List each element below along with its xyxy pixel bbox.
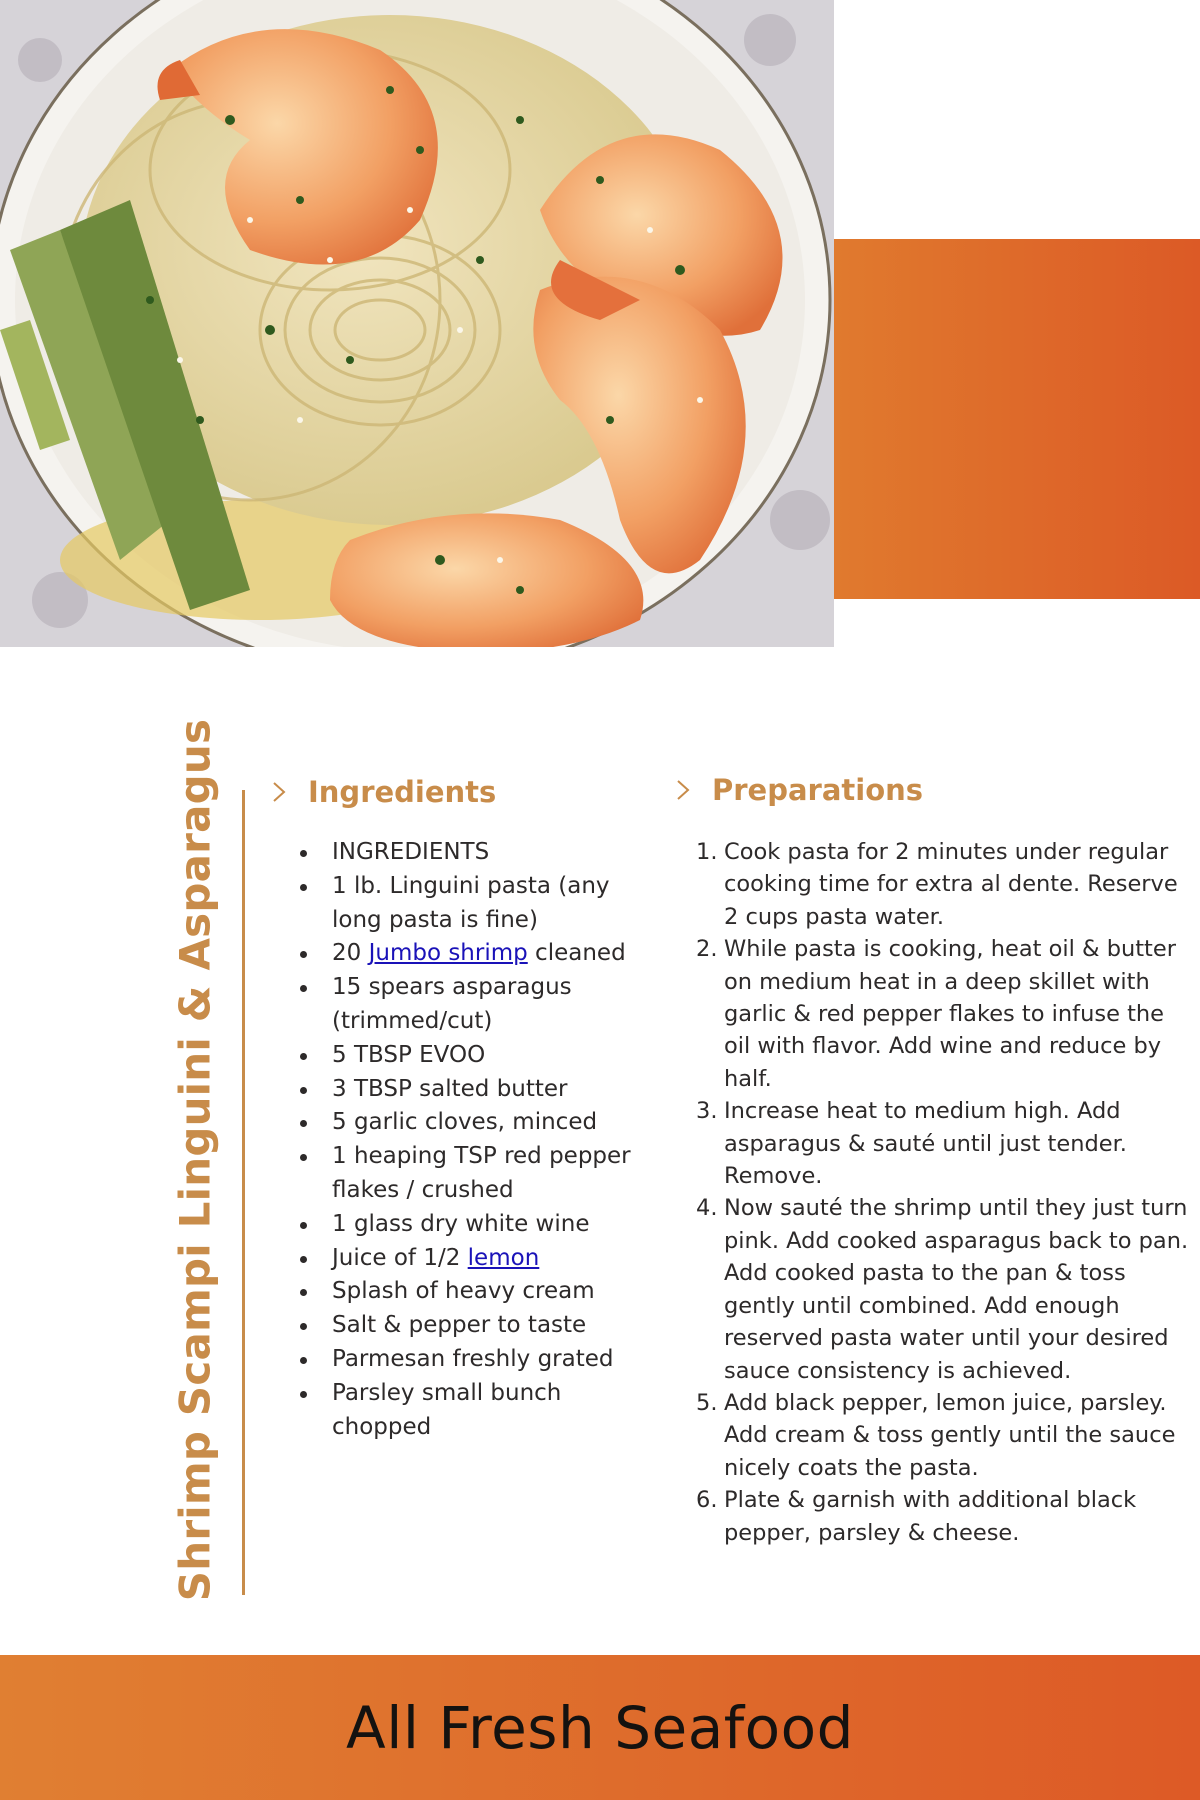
ingredients-heading-label: Ingredients	[308, 775, 497, 809]
step-text: Add black pepper, lemon juice, parsley. Add cream & toss gently until the sauce nicely coats the pasta.	[724, 1389, 1176, 1481]
ingredient-item	[300, 1039, 650, 1073]
ingredient-text: Juice of 1/2	[332, 1244, 468, 1271]
step-number: 2.	[696, 936, 718, 963]
ingredient-text: cleaned	[527, 940, 626, 967]
ingredient-link[interactable]: lemon	[467, 1244, 540, 1271]
step-number: 5.	[696, 1389, 718, 1416]
recipe-title-container	[150, 718, 240, 1602]
step-number: 3.	[696, 1098, 718, 1125]
ingredient-item	[300, 1343, 650, 1377]
ingredient-item	[300, 1377, 650, 1445]
ingredient-text: 5 TBSP EVOO	[332, 1041, 486, 1068]
preparation-step	[696, 836, 1196, 933]
preparations-list	[696, 836, 1196, 1549]
preparations-heading-label: Preparations	[712, 773, 924, 807]
ingredient-text: INGREDIENTS	[332, 839, 490, 865]
preparation-step	[696, 1192, 1196, 1386]
step-number: 1.	[696, 839, 718, 865]
ingredient-text: Parsley small bunch chopped	[332, 1379, 562, 1440]
step-text: While pasta is cooking, heat oil & butter on medium heat in a deep skillet with garlic & red pepper flakes to infuse the oil with flavor. Add wine and reduce by half.	[724, 936, 1176, 1092]
step-number: 4.	[696, 1195, 718, 1222]
preparation-step	[696, 1484, 1196, 1549]
ingredients-list	[300, 836, 650, 1444]
ingredient-item	[300, 1208, 650, 1242]
ingredient-text: 15 spears asparagus (trimmed/cut)	[332, 974, 572, 1034]
ingredient-item	[300, 1242, 650, 1276]
chevron-right-icon	[676, 779, 690, 801]
accent-color-block	[834, 239, 1200, 599]
ingredient-text: 1 heaping TSP red pepper flakes / crushed	[332, 1143, 631, 1203]
ingredient-text: Parmesan freshly grated	[332, 1345, 614, 1372]
ingredient-text: 20	[332, 940, 369, 967]
step-text: Plate & garnish with additional black pepper, parsley & cheese.	[724, 1487, 1137, 1546]
ingredient-item	[300, 1309, 650, 1343]
ingredient-text: 3 TBSP salted butter	[332, 1075, 568, 1102]
footer-banner	[0, 1655, 1200, 1800]
ingredient-text: Splash of heavy cream	[332, 1278, 595, 1305]
step-number: 6.	[696, 1487, 718, 1514]
recipe-photo	[0, 0, 834, 647]
step-text: Now sauté the shrimp until they just turn pink. Add cooked asparagus back to pan. Add cooked pasta to the pan & toss gently until combined. Add enough reserved pasta water until your desired sauce consistency is achieved.	[724, 1195, 1189, 1384]
footer-text: All Fresh Seafood	[346, 1693, 854, 1762]
ingredient-item	[300, 937, 650, 971]
ingredient-text: 5 garlic cloves, minced	[332, 1109, 598, 1136]
ingredient-item	[300, 1275, 650, 1309]
ingredients-heading	[272, 775, 496, 809]
step-text: Cook pasta for 2 minutes under regular cooking time for extra al dente. Reserve 2 cups pasta water.	[724, 839, 1178, 930]
recipe-title: Shrimp Scampi Linguini & Asparagus	[170, 718, 220, 1602]
ingredient-text: Salt & pepper to taste	[332, 1312, 587, 1339]
ingredient-item	[300, 870, 650, 938]
ingredient-text: 1 lb. Linguini pasta (any long pasta is fine)	[332, 872, 610, 933]
ingredient-item	[300, 1106, 650, 1140]
preparation-step	[696, 1095, 1196, 1192]
title-divider-line	[242, 790, 245, 1595]
preparations-heading	[676, 773, 923, 807]
ingredient-item	[300, 836, 650, 870]
ingredient-item	[300, 1140, 650, 1208]
preparation-step	[696, 933, 1196, 1095]
chevron-right-icon	[272, 781, 286, 803]
ingredient-link[interactable]: Jumbo shrimp	[368, 940, 528, 967]
step-text: Increase heat to medium high. Add asparagus & sauté until just tender. Remove.	[724, 1098, 1127, 1190]
ingredient-item	[300, 971, 650, 1039]
ingredient-item	[300, 1073, 650, 1107]
ingredient-text: 1 glass dry white wine	[332, 1210, 590, 1237]
preparation-step	[696, 1387, 1196, 1484]
